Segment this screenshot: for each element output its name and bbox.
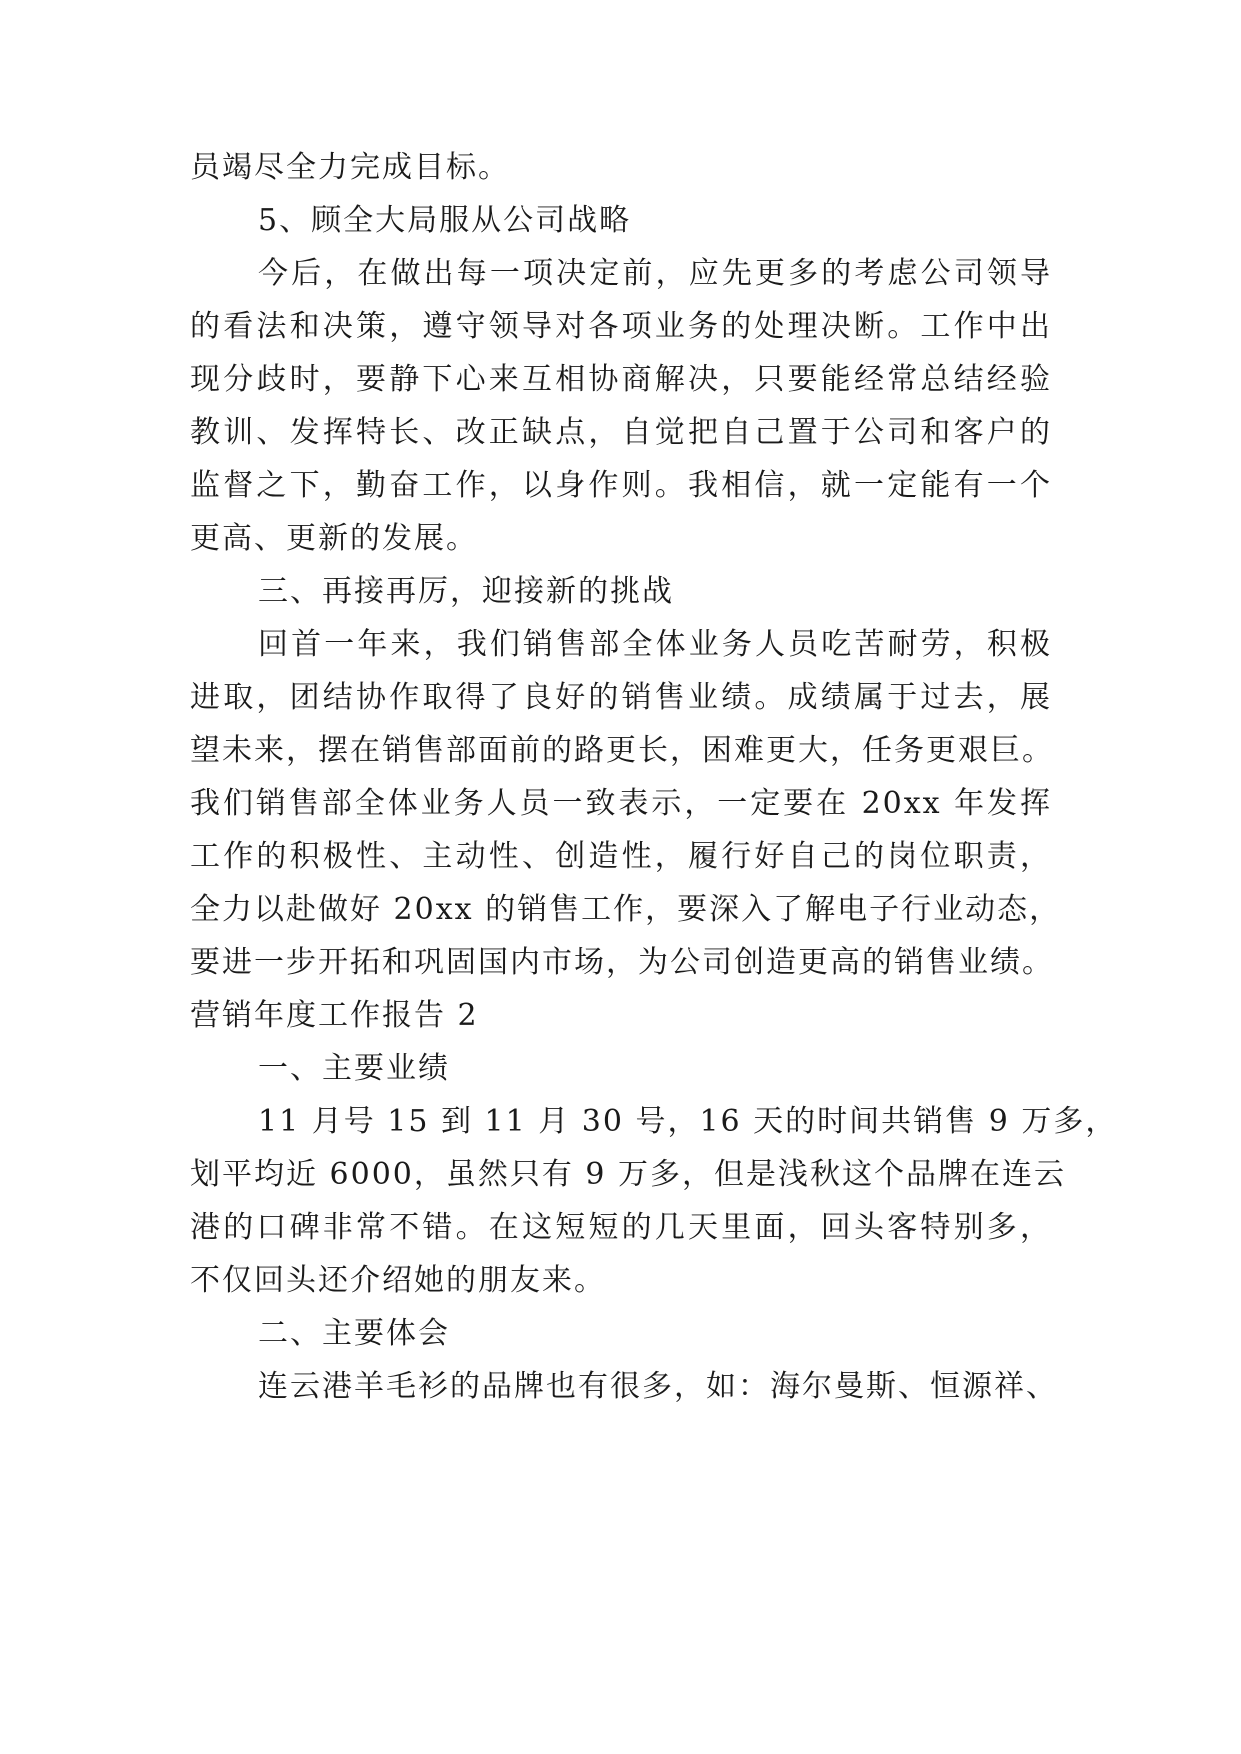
text-line: 更高、更新的发展。 xyxy=(190,521,478,556)
text-line: 划平均近 6000，虽然只有 9 万多，但是浅秋这个品牌在连云 xyxy=(190,1157,1067,1192)
text-line: 现分歧时，要静下心来互相协商解决，只要能经常总结经验 xyxy=(190,362,1052,397)
text-line: 教训、发挥特长、改正缺点，自觉把自己置于公司和客户的 xyxy=(190,415,1052,450)
text-line: 11 月号 15 到 11 月 30 号，16 天的时间共销售 9 万多， xyxy=(258,1104,1118,1139)
text-line: 进取，团结协作取得了良好的销售业绩。成绩属于过去，展 xyxy=(190,680,1052,715)
text-line: 工作的积极性、主动性、创造性，履行好自己的岗位职责， xyxy=(190,839,1052,874)
text-line: 港的口碑非常不错。在这短短的几天里面，回头客特别多， xyxy=(190,1210,1052,1245)
text-line: 全力以赴做好 20xx 的销售工作，要深入了解电子行业动态， xyxy=(190,892,1062,927)
document-title: 营销年度工作报告 2 xyxy=(190,998,479,1033)
text-line: 今后，在做出每一项决定前，应先更多的考虑公司领导 xyxy=(258,256,1052,291)
text-line: 望未来，摆在销售部面前的路更长，困难更大，任务更艰巨。 xyxy=(190,733,1054,768)
text-line: 的看法和决策，遵守领导对各项业务的处理决断。工作中出 xyxy=(190,309,1052,344)
text-line: 要进一步开拓和巩固国内市场，为公司创造更高的销售业绩。 xyxy=(190,945,1054,980)
section-heading: 三、再接再厉，迎接新的挑战 xyxy=(258,574,674,609)
text-line: 回首一年来，我们销售部全体业务人员吃苦耐劳，积极 xyxy=(258,627,1052,662)
section-heading: 一、主要业绩 xyxy=(258,1051,450,1086)
section-heading: 二、主要体会 xyxy=(258,1316,450,1351)
section-heading: 5、顾全大局服从公司战略 xyxy=(258,203,632,238)
text-line: 不仅回头还介绍她的朋友来。 xyxy=(190,1263,606,1298)
text-line: 监督之下，勤奋工作，以身作则。我相信，就一定能有一个 xyxy=(190,468,1052,503)
text-line: 我们销售部全体业务人员一致表示，一定要在 20xx 年发挥 xyxy=(190,786,1052,821)
text-line: 员竭尽全力完成目标。 xyxy=(190,150,510,185)
text-line: 连云港羊毛衫的品牌也有很多，如：海尔曼斯、恒源祥、 xyxy=(258,1369,1058,1404)
